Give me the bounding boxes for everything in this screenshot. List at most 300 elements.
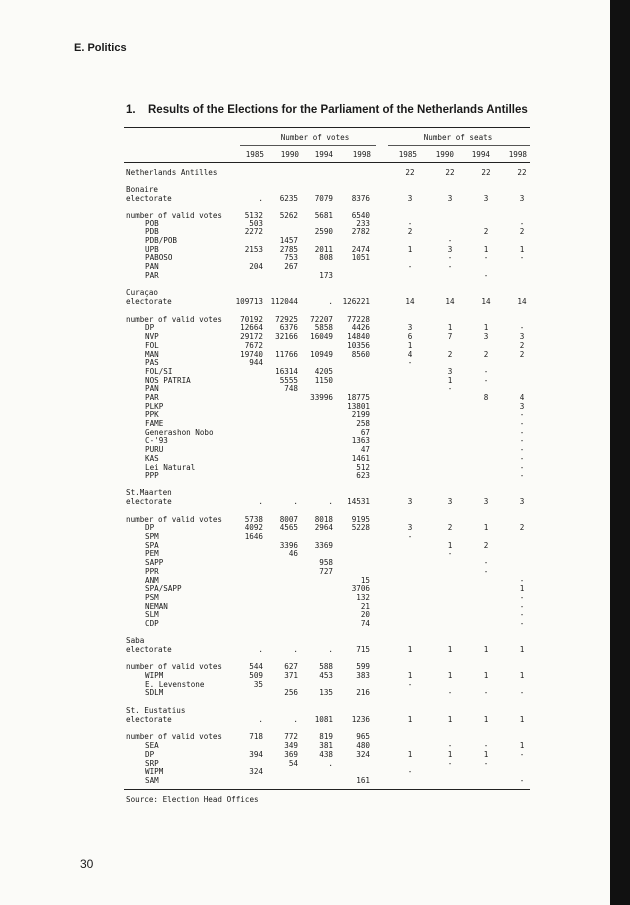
table-row	[0, 620, 600, 628]
votes-cell: 1461	[351, 454, 370, 463]
seats-cell: 2	[447, 350, 453, 359]
votes-cell: 2199	[351, 410, 370, 419]
row-label: SPM	[145, 532, 159, 541]
table-row	[0, 403, 600, 411]
seats-cell: -	[407, 358, 413, 367]
seats-cell: -	[483, 741, 489, 750]
table-row	[0, 472, 600, 480]
votes-cell: 772	[284, 732, 298, 741]
votes-cell: 3706	[351, 584, 370, 593]
seats-cell: 2	[519, 350, 525, 359]
seats-cell: 22	[445, 168, 455, 177]
seats-cell: -	[447, 759, 453, 768]
row-label: CDP	[145, 619, 159, 628]
votes-cell: 3369	[314, 541, 333, 550]
seats-cell: 1	[407, 245, 413, 254]
votes-cell: 1150	[314, 376, 333, 385]
seats-cell: -	[407, 262, 413, 271]
votes-cell: 72925	[275, 315, 298, 324]
votes-cell: 381	[319, 741, 333, 750]
votes-cell: 349	[284, 741, 298, 750]
section-heading: E. Politics	[74, 42, 127, 54]
seats-cell: -	[519, 688, 525, 697]
seats-cell: 3	[407, 194, 413, 203]
votes-cell: 258	[356, 419, 370, 428]
votes-cell: 267	[284, 262, 298, 271]
votes-cell: .	[258, 715, 263, 724]
votes-cell: 29172	[240, 332, 263, 341]
seats-cell: -	[407, 219, 413, 228]
row-label: NEMAN	[145, 602, 168, 611]
seats-cell: 22	[481, 168, 491, 177]
table-title	[126, 104, 528, 116]
row-label: PLKP	[145, 402, 164, 411]
seats-cell: -	[519, 436, 525, 445]
seats-cell: 1	[483, 523, 489, 532]
votes-cell: 256	[284, 688, 298, 697]
table-row	[0, 777, 600, 785]
header-bottom-rule	[124, 162, 530, 163]
seats-cell: 4	[519, 393, 525, 402]
seats-cell: 1	[407, 715, 413, 724]
votes-cell: 808	[319, 253, 333, 262]
votes-cell: 3396	[279, 541, 298, 550]
votes-cell: 54	[288, 759, 298, 768]
row-label: electorate	[126, 645, 172, 654]
seats-cell: 3	[407, 323, 413, 332]
table-row	[0, 333, 600, 341]
votes-cell: 7672	[244, 341, 263, 350]
seats-cell: 3	[447, 194, 453, 203]
seats-cell: -	[483, 688, 489, 697]
table-row	[0, 342, 600, 350]
votes-cell: 748	[284, 384, 298, 393]
seats-cell: -	[447, 236, 453, 245]
row-label: KAS	[145, 454, 159, 463]
table-row	[0, 289, 600, 297]
table-row	[0, 324, 600, 332]
seats-cell: -	[483, 253, 489, 262]
seats-cell: 1	[519, 741, 525, 750]
table-row	[0, 760, 600, 768]
votes-cell: 6235	[279, 194, 298, 203]
table-row	[0, 385, 600, 393]
votes-cell: .	[328, 759, 333, 768]
table-row	[0, 594, 600, 602]
seats-cell: -	[519, 602, 525, 611]
table-row	[0, 455, 600, 463]
seats-cell: -	[483, 376, 489, 385]
votes-cell: 480	[356, 741, 370, 750]
seats-cell: -	[519, 253, 525, 262]
table-title-text: Results of the Elections for the Parliament of the Netherlands Antilles	[148, 104, 528, 116]
row-label: PURU	[145, 445, 164, 454]
row-label: NOS PATRIA	[145, 376, 191, 385]
votes-cell: .	[328, 645, 333, 654]
seats-cell: 1	[447, 541, 453, 550]
votes-cell: 453	[319, 671, 333, 680]
table-row	[0, 464, 600, 472]
votes-cell: 21	[360, 602, 370, 611]
table-row	[0, 411, 600, 419]
votes-cell: 126221	[342, 297, 370, 306]
row-label: SLM	[145, 610, 159, 619]
seats-cell: 3	[519, 402, 525, 411]
seats-cell: 1	[407, 750, 413, 759]
seats-cell: 1	[447, 750, 453, 759]
table-row	[0, 429, 600, 437]
seats-cell: -	[447, 688, 453, 697]
seats-cell: -	[519, 454, 525, 463]
row-label: PAR	[145, 271, 159, 280]
votes-cell: 4426	[351, 323, 370, 332]
table-row	[0, 611, 600, 619]
table-row	[0, 603, 600, 611]
seats-cell: -	[483, 567, 489, 576]
votes-cell: 14840	[347, 332, 370, 341]
table-top-rule	[124, 127, 530, 128]
row-label: SAM	[145, 776, 159, 785]
row-label: PDB/POB	[145, 236, 178, 245]
row-label: PDB	[145, 227, 159, 236]
source-note: Source: Election Head Offices	[126, 795, 259, 804]
table-row	[0, 186, 600, 194]
row-label: PAS	[145, 358, 159, 367]
row-label: PPR	[145, 567, 159, 576]
votes-cell: 718	[249, 732, 263, 741]
seats-cell: 2	[519, 341, 525, 350]
table-row	[0, 272, 600, 280]
row-label: DP	[145, 523, 155, 532]
votes-cell: 18775	[347, 393, 370, 402]
seats-cell: -	[519, 576, 525, 585]
seats-group-rule	[388, 145, 530, 146]
votes-cell: 5555	[279, 376, 298, 385]
table-row	[0, 768, 600, 776]
table-row	[0, 220, 600, 228]
seats-cell: -	[519, 323, 525, 332]
table-row	[0, 577, 600, 585]
votes-cell: 5681	[314, 211, 333, 220]
table-row	[0, 195, 600, 203]
seats-year-header: 1994	[471, 150, 490, 159]
votes-cell: 324	[356, 750, 370, 759]
table-row	[0, 689, 600, 697]
votes-cell: 1081	[314, 715, 333, 724]
row-label: number of valid votes	[126, 732, 223, 741]
votes-cell: 5858	[314, 323, 333, 332]
votes-cell: 544	[249, 662, 263, 671]
seats-cell: 2	[483, 227, 489, 236]
votes-cell: 4092	[244, 523, 263, 532]
votes-cell: 369	[284, 750, 298, 759]
row-label: SAPP	[145, 558, 164, 567]
row-label: St.Maarten	[126, 488, 172, 497]
seats-cell: -	[519, 750, 525, 759]
seats-cell: -	[519, 619, 525, 628]
seats-cell: 1	[519, 715, 525, 724]
votes-cell: 47	[360, 445, 370, 454]
seats-cell: -	[519, 776, 525, 785]
votes-cell: 15	[360, 576, 370, 585]
votes-cell: 965	[356, 732, 370, 741]
seats-cell: -	[447, 741, 453, 750]
row-label: UPB	[145, 245, 159, 254]
table-row	[0, 246, 600, 254]
seats-cell: -	[483, 558, 489, 567]
seats-cell: 22	[517, 168, 527, 177]
seats-cell: 1	[483, 645, 489, 654]
votes-cell: 627	[284, 662, 298, 671]
table-row	[0, 359, 600, 367]
row-label: FOL	[145, 341, 159, 350]
table-row	[0, 228, 600, 236]
seats-cell: 2	[483, 350, 489, 359]
seats-cell: 3	[519, 497, 525, 506]
row-label: SPA/SAPP	[145, 584, 182, 593]
row-label: SRP	[145, 759, 159, 768]
votes-cell: 135	[319, 688, 333, 697]
seats-cell: 1	[447, 671, 453, 680]
row-label: SEA	[145, 741, 159, 750]
seats-year-header: 1985	[398, 150, 417, 159]
votes-cell: 2474	[351, 245, 370, 254]
seats-cell: 1	[407, 671, 413, 680]
votes-cell: 2153	[244, 245, 263, 254]
seats-year-header: 1990	[435, 150, 454, 159]
row-label: electorate	[126, 297, 172, 306]
seats-cell: -	[447, 253, 453, 262]
row-label: electorate	[126, 497, 172, 506]
votes-cell: 13801	[347, 402, 370, 411]
table-row	[0, 377, 600, 385]
table-row	[0, 637, 600, 645]
seats-cell: 1	[483, 750, 489, 759]
row-label: FOL/SI	[145, 367, 173, 376]
seats-cell: -	[407, 680, 413, 689]
votes-cell: 2590	[314, 227, 333, 236]
votes-cell: 944	[249, 358, 263, 367]
seats-cell: -	[447, 549, 453, 558]
row-label: Netherlands Antilles	[126, 168, 218, 177]
votes-cell: 8007	[279, 515, 298, 524]
votes-cell: 394	[249, 750, 263, 759]
row-label: Saba	[126, 636, 145, 645]
row-label: POB	[145, 219, 159, 228]
row-label: number of valid votes	[126, 315, 223, 324]
votes-cell: 2964	[314, 523, 333, 532]
table-row	[0, 446, 600, 454]
votes-cell: 173	[319, 271, 333, 280]
row-label: electorate	[126, 194, 172, 203]
votes-cell: 8376	[351, 194, 370, 203]
table-row	[0, 437, 600, 445]
votes-cell: 16049	[310, 332, 333, 341]
row-label: Generashon Nobo	[145, 428, 214, 437]
votes-cell: 109713	[235, 297, 263, 306]
votes-cell: 132	[356, 593, 370, 602]
seats-cell: -	[519, 410, 525, 419]
votes-cell: 8560	[351, 350, 370, 359]
row-label: FAME	[145, 419, 164, 428]
seats-cell: 1	[447, 715, 453, 724]
votes-cell: 19740	[240, 350, 263, 359]
row-label: St. Eustatius	[126, 706, 186, 715]
table-row	[0, 681, 600, 689]
row-label: PPK	[145, 410, 159, 419]
votes-cell: 2785	[279, 245, 298, 254]
row-label: DP	[145, 750, 155, 759]
seats-cell: 3	[447, 497, 453, 506]
votes-cell: 509	[249, 671, 263, 680]
votes-cell: 2272	[244, 227, 263, 236]
votes-cell: .	[328, 297, 333, 306]
table-row	[0, 585, 600, 593]
table-row	[0, 742, 600, 750]
row-label: PSM	[145, 593, 159, 602]
row-label: PAN	[145, 384, 159, 393]
table-row	[0, 568, 600, 576]
seats-cell: -	[519, 610, 525, 619]
seats-cell: 3	[483, 497, 489, 506]
seats-cell: -	[483, 271, 489, 280]
seats-cell: 1	[519, 584, 525, 593]
table-row	[0, 489, 600, 497]
row-label: PAN	[145, 262, 159, 271]
votes-cell: 727	[319, 567, 333, 576]
votes-cell: 46	[288, 549, 298, 558]
table-row	[0, 516, 600, 524]
seats-cell: -	[519, 428, 525, 437]
seats-cell: 2	[447, 523, 453, 532]
table-row	[0, 733, 600, 741]
seats-cell: -	[483, 367, 489, 376]
votes-cell: 161	[356, 776, 370, 785]
seats-cell: 1	[407, 341, 413, 350]
votes-cell: .	[293, 645, 298, 654]
table-row	[0, 316, 600, 324]
page-number: 30	[80, 857, 94, 871]
seats-cell: 3	[483, 332, 489, 341]
votes-cell: 958	[319, 558, 333, 567]
votes-cell: 16314	[275, 367, 298, 376]
votes-cell: 32166	[275, 332, 298, 341]
seats-cell: 3	[519, 332, 525, 341]
votes-cell: 753	[284, 253, 298, 262]
votes-cell: 1236	[351, 715, 370, 724]
seats-cell: 22	[405, 168, 415, 177]
votes-cell: 4565	[279, 523, 298, 532]
seats-cell: 3	[447, 367, 453, 376]
row-label: SDLM	[145, 688, 164, 697]
votes-cell: 715	[356, 645, 370, 654]
seats-cell: 14	[481, 297, 491, 306]
table-row	[0, 254, 600, 262]
row-label: WIPM	[145, 767, 164, 776]
seats-cell: 1	[519, 245, 525, 254]
row-label: number of valid votes	[126, 662, 223, 671]
votes-cell: 4205	[314, 367, 333, 376]
votes-cell: 438	[319, 750, 333, 759]
votes-cell: 1457	[279, 236, 298, 245]
table-row	[0, 663, 600, 671]
votes-cell: 5228	[351, 523, 370, 532]
row-label: DP	[145, 323, 155, 332]
seats-cell: -	[407, 767, 413, 776]
table-row	[0, 524, 600, 532]
seats-cell: 14	[517, 297, 527, 306]
row-label: SPA	[145, 541, 159, 550]
votes-cell: 588	[319, 662, 333, 671]
seats-cell: 3	[519, 194, 525, 203]
seats-cell: 1	[407, 645, 413, 654]
seats-cell: 2	[519, 227, 525, 236]
seats-cell: 3	[407, 523, 413, 532]
table-row	[0, 351, 600, 359]
seats-cell: 14	[445, 297, 455, 306]
row-label: Lei Natural	[145, 463, 196, 472]
table-bottom-rule	[124, 789, 530, 790]
seats-cell: -	[519, 471, 525, 480]
votes-cell: .	[258, 194, 263, 203]
table-row	[0, 716, 600, 724]
votes-cell: 6376	[279, 323, 298, 332]
votes-group-header: Number of votes	[280, 133, 350, 142]
votes-cell: 204	[249, 262, 263, 271]
votes-cell: 11766	[275, 350, 298, 359]
votes-cell: .	[293, 715, 298, 724]
row-label: electorate	[126, 715, 172, 724]
votes-cell: 2011	[314, 245, 333, 254]
scan-edge	[610, 0, 630, 905]
votes-cell: 1646	[244, 532, 263, 541]
table-row	[0, 672, 600, 680]
seats-year-header: 1998	[508, 150, 527, 159]
seats-cell: 6	[407, 332, 413, 341]
votes-cell: 10356	[347, 341, 370, 350]
seats-cell: 8	[483, 393, 489, 402]
row-label: Curaçao	[126, 288, 159, 297]
votes-cell: 1051	[351, 253, 370, 262]
table-row	[0, 263, 600, 271]
seats-cell: 1	[519, 645, 525, 654]
votes-cell: 819	[319, 732, 333, 741]
seats-cell: -	[447, 384, 453, 393]
table-row	[0, 394, 600, 402]
row-label: PEM	[145, 549, 159, 558]
row-label: PAR	[145, 393, 159, 402]
row-label: PABOSO	[145, 253, 173, 262]
votes-cell: 6540	[351, 211, 370, 220]
votes-cell: 2782	[351, 227, 370, 236]
votes-cell: 512	[356, 463, 370, 472]
votes-cell: 383	[356, 671, 370, 680]
seats-cell: -	[519, 593, 525, 602]
table-row	[0, 707, 600, 715]
seats-cell: 1	[447, 323, 453, 332]
seats-cell: 1	[483, 715, 489, 724]
seats-cell: 1	[447, 645, 453, 654]
votes-cell: 599	[356, 662, 370, 671]
votes-cell: .	[258, 497, 263, 506]
row-label: NVP	[145, 332, 159, 341]
votes-cell: 112044	[270, 297, 298, 306]
votes-cell: 216	[356, 688, 370, 697]
seats-cell: 2	[519, 523, 525, 532]
table-row	[0, 542, 600, 550]
votes-cell: 70192	[240, 315, 263, 324]
votes-cell: .	[328, 497, 333, 506]
